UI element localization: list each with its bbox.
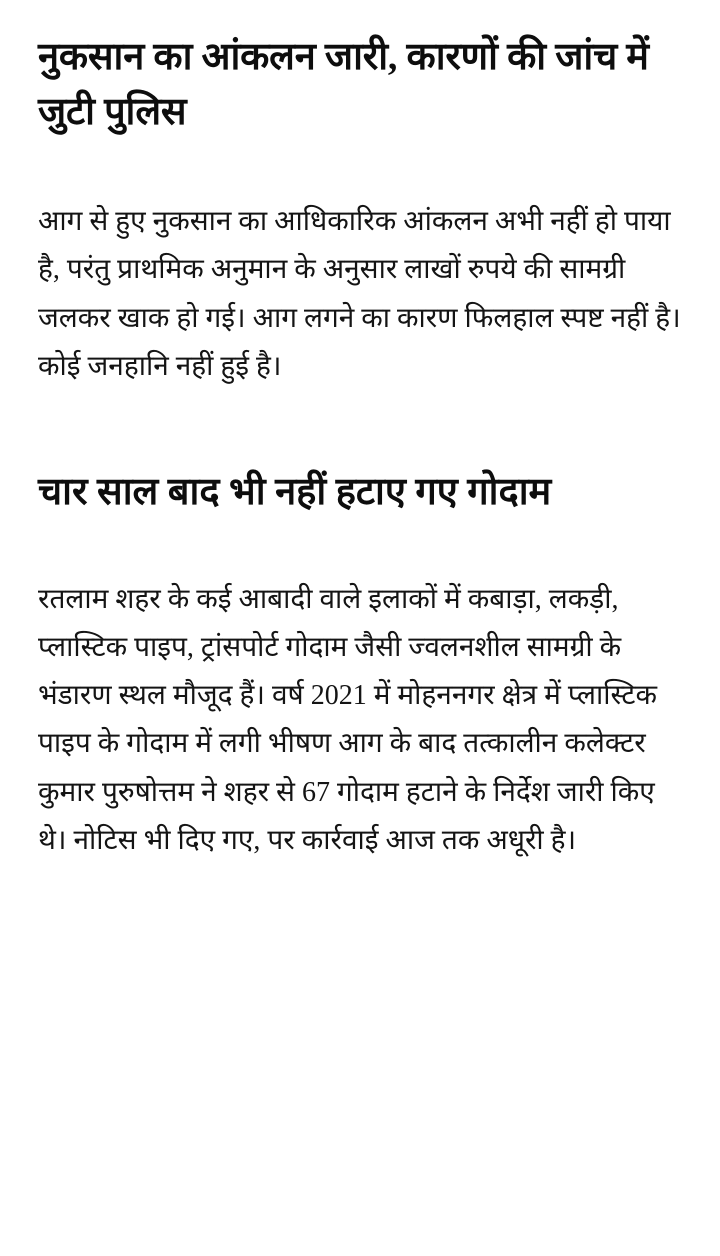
article-section-godam-not-removed	[38, 465, 682, 865]
section-body-damage-assessment: आग से हुए नुकसान का आधिकारिक आंकलन अभी नहीं हो पाया है, परंतु प्राथमिक अनुमान के अनुसार लाखों रुपये की सामग्री जलकर खाक हो गई। आग लगने का कारण फिलहाल स्पष्ट नहीं है। कोई जनहानि नहीं हुई है।	[38, 206, 681, 382]
section-spacer	[38, 391, 682, 465]
section-heading-damage-assessment: नुकसान का आंकलन जारी, कारणों की जांच में जुटी पुलिस	[38, 36, 649, 134]
article-section-damage-assessment	[38, 30, 682, 391]
heading-body-spacer-2	[38, 532, 682, 576]
section-heading-godam-not-removed: चार साल बाद भी नहीं हटाए गए गोदाम	[38, 470, 552, 513]
heading-body-spacer	[38, 154, 682, 198]
section-body-godam-not-removed: रतलाम शहर के कई आबादी वाले इलाकों में कबाड़ा, लकड़ी, प्लास्टिक पाइप, ट्रांसपोर्ट गोदाम जैसी ज्वलनशील सामग्री के भंडारण स्थल मौजूद हैं। वर्ष 2021 में मोहननगर क्षेत्र में प्लास्टिक पाइप के गोदाम में लगी भीषण आग के बाद तत्कालीन कलेक्टर कुमार पुरुषोत्तम ने शहर से 67 गोदाम हटाने के निर्देश जारी किए थे। नोटिस भी दिए गए, पर कार्रवाई आज तक अधूरी है।	[38, 583, 657, 856]
